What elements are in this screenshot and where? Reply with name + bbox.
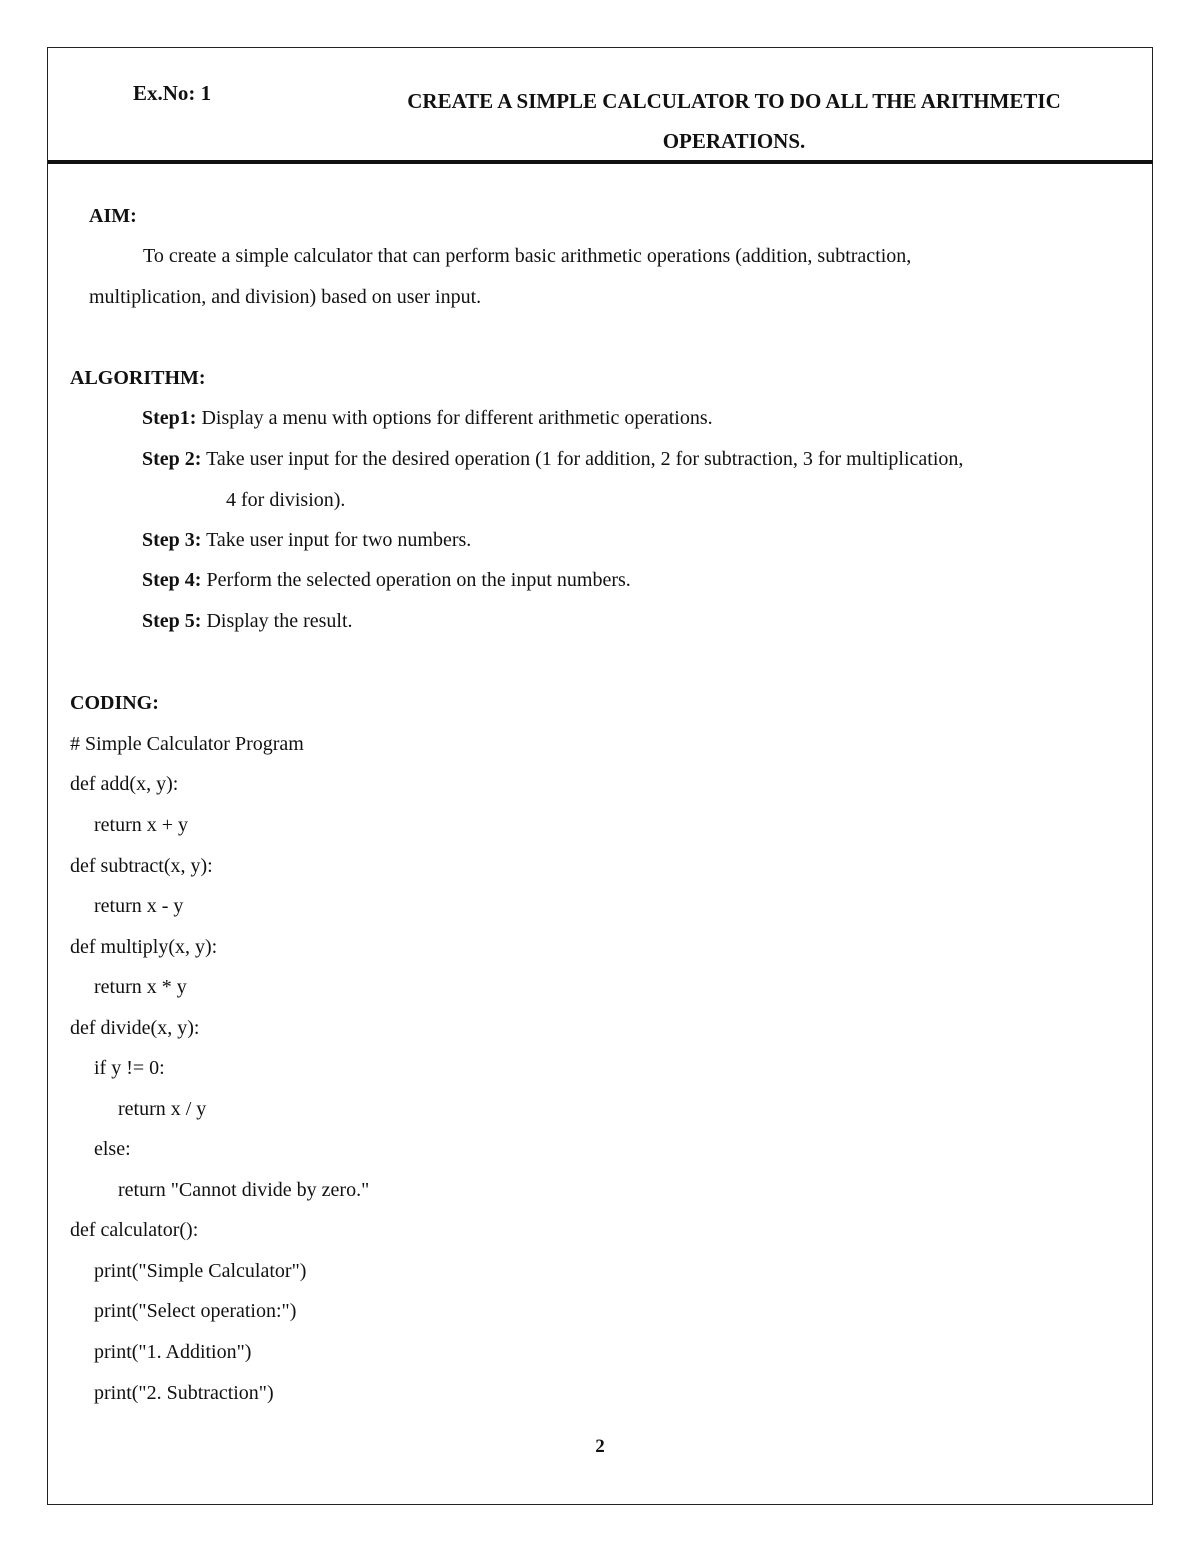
algorithm-step xyxy=(142,569,631,592)
algorithm-heading: ALGORITHM: xyxy=(70,367,206,389)
step-label: Step 4: xyxy=(142,569,202,591)
code-line: print("1. Addition") xyxy=(94,1341,252,1363)
step-text: Display the result. xyxy=(206,610,353,632)
code-line: print("Simple Calculator") xyxy=(94,1260,307,1282)
step-continuation: 4 for division). xyxy=(226,489,346,511)
step-label: Step 3: xyxy=(142,529,202,551)
exercise-number: Ex.No: 1 xyxy=(133,81,212,105)
code-line: def divide(x, y): xyxy=(70,1017,200,1039)
code-line: return x * y xyxy=(94,976,187,998)
coding-heading: CODING: xyxy=(70,692,159,714)
exercise-title: CREATE A SIMPLE CALCULATOR TO DO ALL THE ARITHMETIC OPERATIONS. xyxy=(407,89,1061,153)
code-line: return x - y xyxy=(94,895,184,917)
code-line: if y != 0: xyxy=(94,1057,165,1079)
step-label: Step 2: xyxy=(142,448,202,470)
page-number: 2 xyxy=(595,1436,605,1457)
step-text: Perform the selected operation on the input numbers. xyxy=(206,569,631,591)
step-label: Step 5: xyxy=(142,610,202,632)
step-text: Take user input for the desired operation (1 for addition, 2 for subtraction, 3 for multiplication, xyxy=(206,448,964,470)
step-label: Step1: xyxy=(142,407,197,429)
code-line: return "Cannot divide by zero." xyxy=(118,1179,370,1201)
code-line: def subtract(x, y): xyxy=(70,855,213,877)
code-line: return x + y xyxy=(94,814,189,836)
aim-text-line-1: To create a simple calculator that can perform basic arithmetic operations (addition, subtraction, xyxy=(143,245,912,267)
code-line: print("2. Subtraction") xyxy=(94,1382,274,1404)
code-line: return x / y xyxy=(118,1098,207,1120)
step-text: Take user input for two numbers. xyxy=(206,529,472,551)
algorithm-step xyxy=(142,407,713,430)
aim-text-line-2: multiplication, and division) based on user input. xyxy=(89,286,482,308)
aim-heading: AIM: xyxy=(89,205,137,227)
code-line: # Simple Calculator Program xyxy=(70,733,304,755)
algorithm-step xyxy=(142,610,353,633)
code-line: else: xyxy=(94,1138,131,1160)
step-text: Display a menu with options for different arithmetic operations. xyxy=(201,407,713,429)
algorithm-step xyxy=(142,529,471,552)
code-line: def calculator(): xyxy=(70,1219,199,1241)
algorithm-step xyxy=(142,448,963,471)
code-line: def add(x, y): xyxy=(70,773,179,795)
code-line: def multiply(x, y): xyxy=(70,936,218,958)
code-line: print("Select operation:") xyxy=(94,1300,297,1322)
exercise-header xyxy=(48,48,1153,164)
